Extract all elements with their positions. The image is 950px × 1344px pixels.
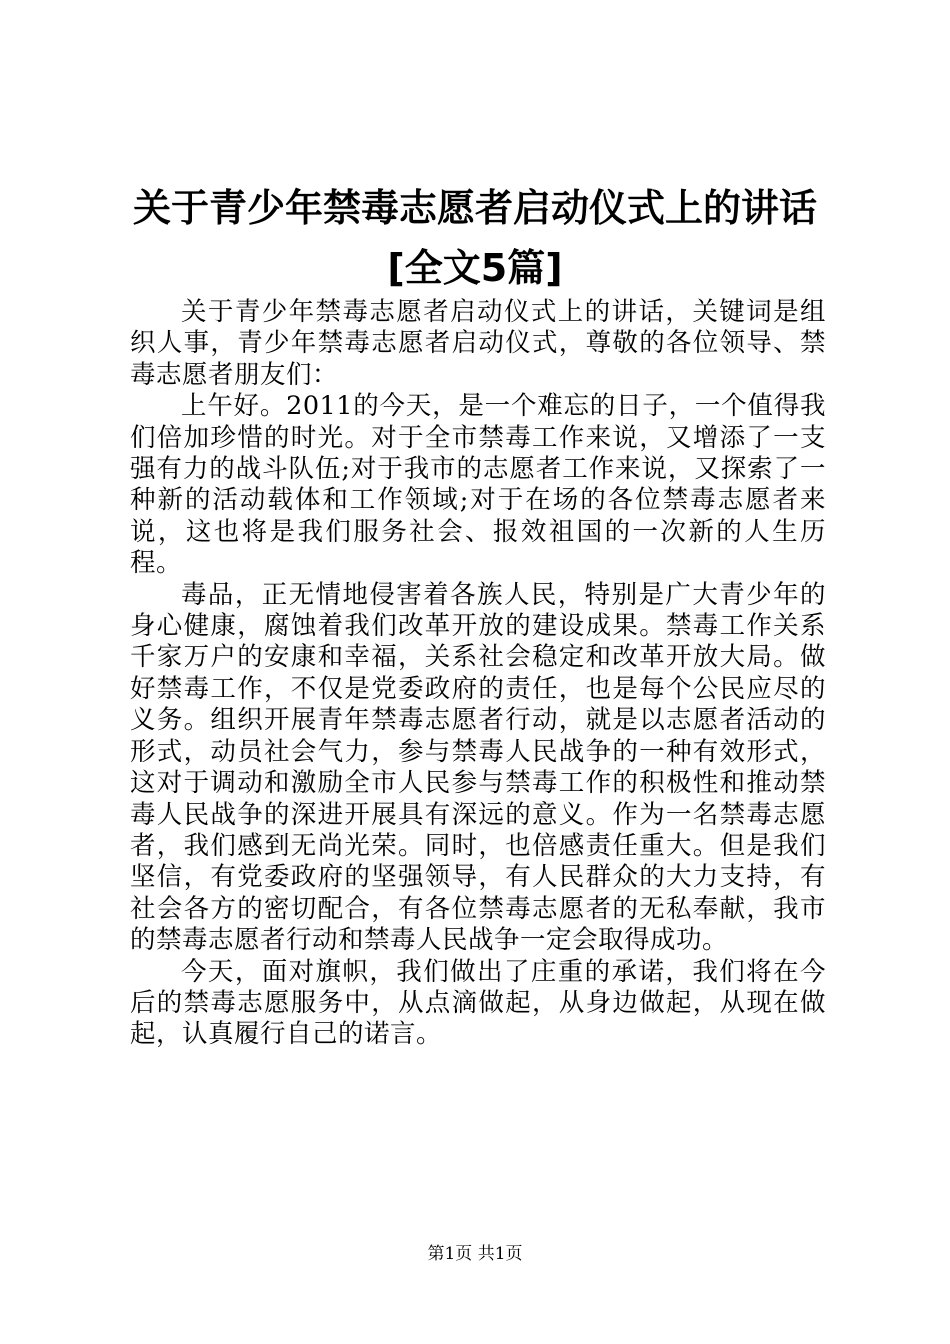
document-title: 关于青少年禁毒志愿者启动仪式上的讲话[全文5篇]: [132, 186, 817, 290]
paragraph-4: 今天，面对旗帜，我们做出了庄重的承诺，我们将在今后的禁毒志愿服务中，从点滴做起，从身边做起，从现在做起，认真履行自己的诺言。: [130, 956, 826, 1050]
paragraph-3: 毒品，正无情地侵害着各族人民，特别是广大青少年的身心健康，腐蚀着我们改革开放的建设成果。禁毒工作关系千家万户的安康和幸福，关系社会稳定和改革开放大局。做好禁毒工作，不仅是党委政府的责任，也是每个公民应尽的义务。组织开展青年禁毒志愿者行动，就是以志愿者活动的形式，动员社会气力，参与禁毒人民战争的一种有效形式，这对于调动和激励全市人民参与禁毒工作的积极性和推动禁毒人民战争的深进开展具有深远的意义。作为一名禁毒志愿者，我们感到无尚光荣。同时，也倍感责任重大。但是我们坚信，有党委政府的坚强领导，有人民群众的大力支持，有社会各方的密切配合，有各位禁毒志愿者的无私奉献，我市的禁毒志愿者行动和禁毒人民战争一定会取得成功。: [130, 579, 826, 956]
paragraph-1: 关于青少年禁毒志愿者启动仪式上的讲话，关键词是组织人事，青少年禁毒志愿者启动仪式，尊敬的各位领导、禁毒志愿者朋友们：: [130, 297, 826, 390]
page-footer: 第1页 共1页: [427, 1244, 523, 1264]
paragraph-2: 上午好。2011的今天，是一个难忘的日子，一个值得我们倍加珍惜的时光。对于全市禁毒工作来说，又增添了一支强有力的战斗队伍;对于我市的志愿者工作来说，又探索了一种新的活动载体和工作领域;对于在场的各位禁毒志愿者来说，这也将是我们服务社会、报效祖国的一次新的人生历程。: [130, 391, 826, 579]
document-body: [130, 297, 826, 1051]
